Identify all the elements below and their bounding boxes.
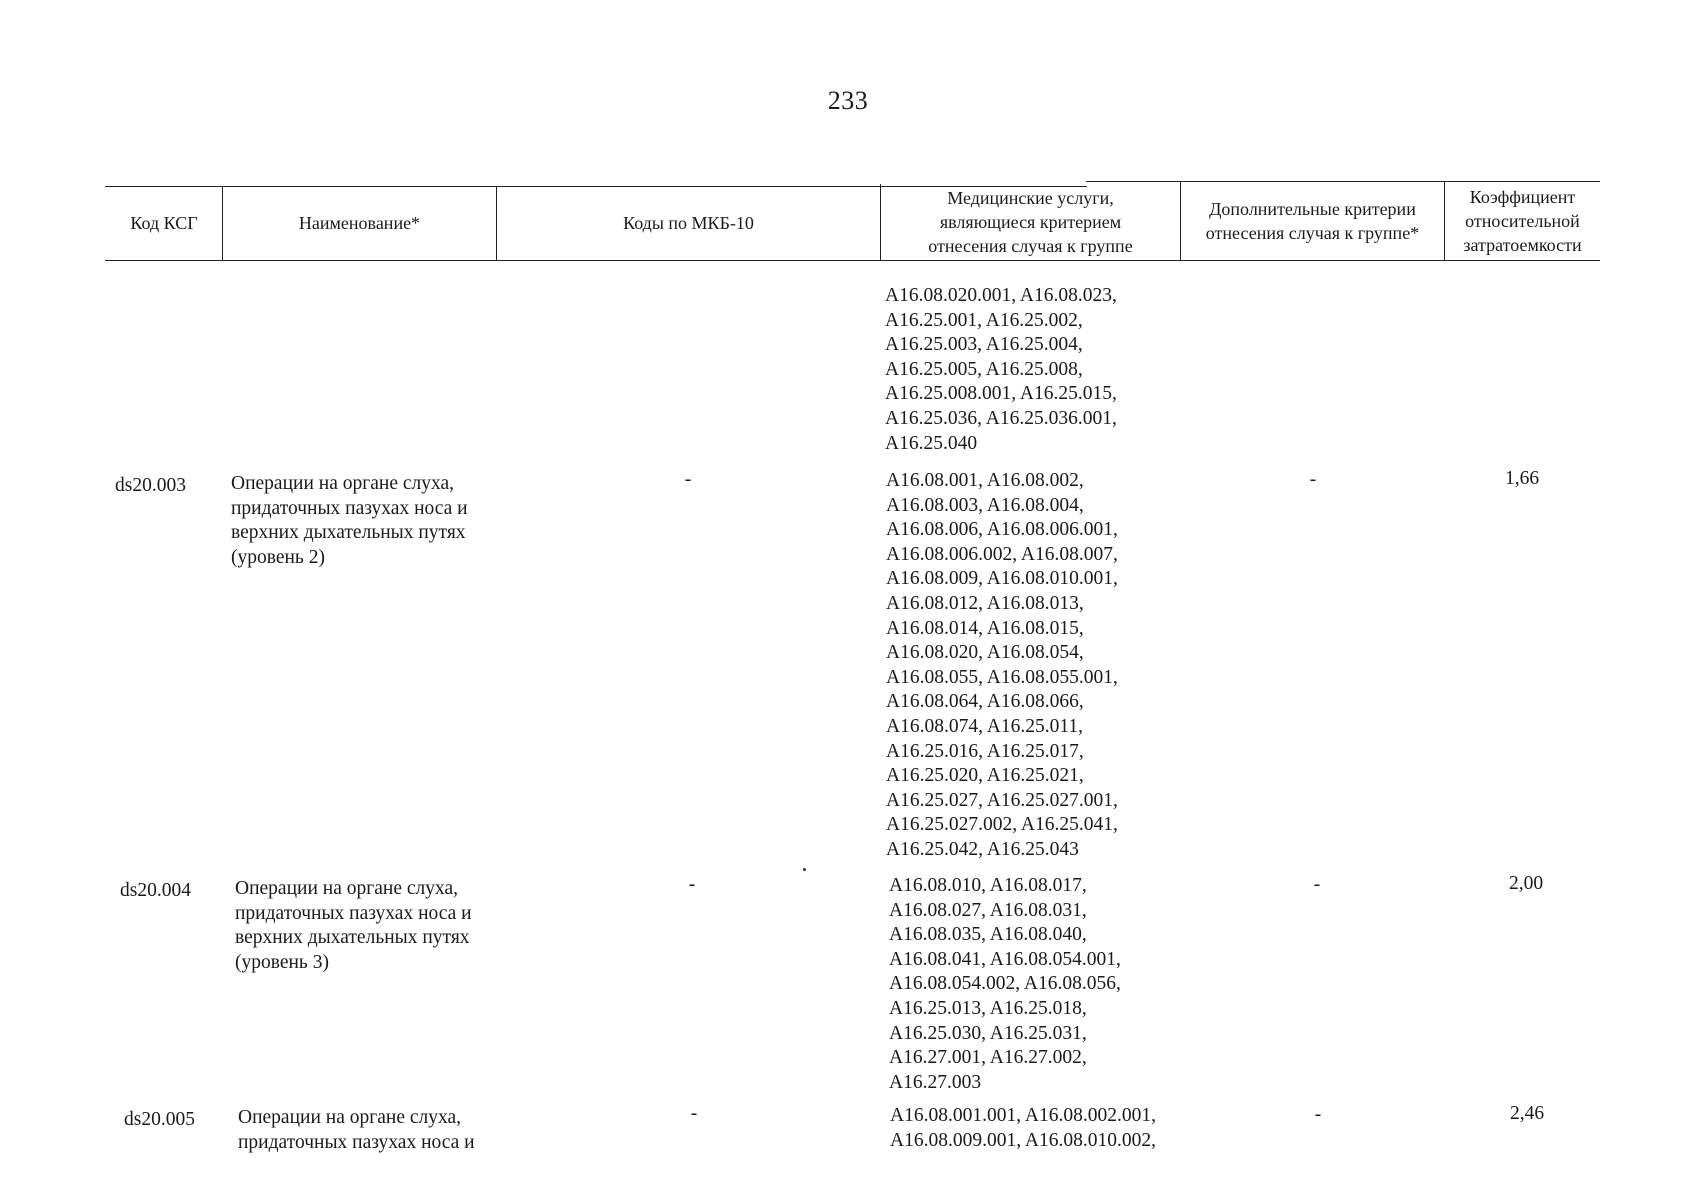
row-name: Операции на органе слуха, придаточных пазухах носа и верхних дыхательных путях (уровень 3)	[235, 878, 472, 973]
row-code: ds20.003	[115, 475, 186, 496]
row-coef: 2,46	[1509, 1103, 1545, 1124]
page-number: 233	[827, 86, 869, 115]
header-code: Код КСГ	[130, 213, 198, 233]
row-code: ds20.005	[124, 1109, 195, 1130]
row-services: A16.08.010, A16.08.017, A16.08.027, A16.08.031, A16.08.035, A16.08.040, A16.08.041, A16.08.054.001, A16.08.054.002, A16.08.056, A16.25.013, A16.25.018, A16.25.030, A16.25.031, A16.27.001, A16.27.002, A16.27.003	[889, 875, 1121, 1093]
row-coef: 2,00	[1508, 873, 1544, 894]
header-coef: Коэффициент относительной затратоемкости	[1463, 186, 1582, 255]
header-services: Медицинские услуги, являющиеся критерием отнесения случая к группе	[928, 188, 1133, 256]
row-code: ds20.004	[120, 880, 191, 901]
row-icd: -	[690, 1103, 698, 1124]
row-services: A16.08.001.001, A16.08.002.001, A16.08.009.001, A16.08.010.002,	[890, 1105, 1156, 1151]
header-extra: Дополнительные критерии отнесения случая к группе*	[1205, 198, 1420, 243]
row-coef: 1,66	[1504, 468, 1540, 489]
header-name: Наименование*	[298, 213, 421, 233]
row-icd: -	[688, 874, 696, 895]
row-extra: -	[1309, 469, 1317, 490]
continuation-services: A16.08.020.001, A16.08.023, A16.25.001, A16.25.002, A16.25.003, A16.25.004, A16.25.005, A16.25.008, A16.25.008.001, A16.25.015, A16.25.036, A16.25.036.001, A16.25.040	[885, 285, 1117, 454]
row-name: Операции на органе слуха, придаточных пазухах носа и верхних дыхательных путях (уровень 2)	[231, 473, 468, 568]
row-extra: -	[1314, 1104, 1322, 1125]
row-extra: -	[1313, 874, 1321, 895]
header-bottom-rule	[105, 260, 1600, 261]
row-name: Операции на органе слуха, придаточных пазухах носа и	[238, 1107, 475, 1153]
header-icd: Коды по МКБ-10	[623, 213, 754, 233]
scan-speck	[803, 868, 806, 871]
row-services: A16.08.001, A16.08.002, A16.08.003, A16.08.004, A16.08.006, A16.08.006.001, A16.08.006.002, A16.08.007, A16.08.009, A16.08.010.001, A16.08.012, A16.08.013, A16.08.014, A16.08.015, A16.08.020, A16.08.054, A16.08.055, A16.08.055.001, A16.08.064, A16.08.066, A16.08.074, A16.25.011, A16.25.016, A16.25.017, A16.25.020, A16.25.021, A16.25.027, A16.25.027.001, A16.25.027.002, A16.25.041, A16.25.042, A16.25.043	[886, 470, 1118, 860]
row-icd: -	[684, 469, 692, 490]
